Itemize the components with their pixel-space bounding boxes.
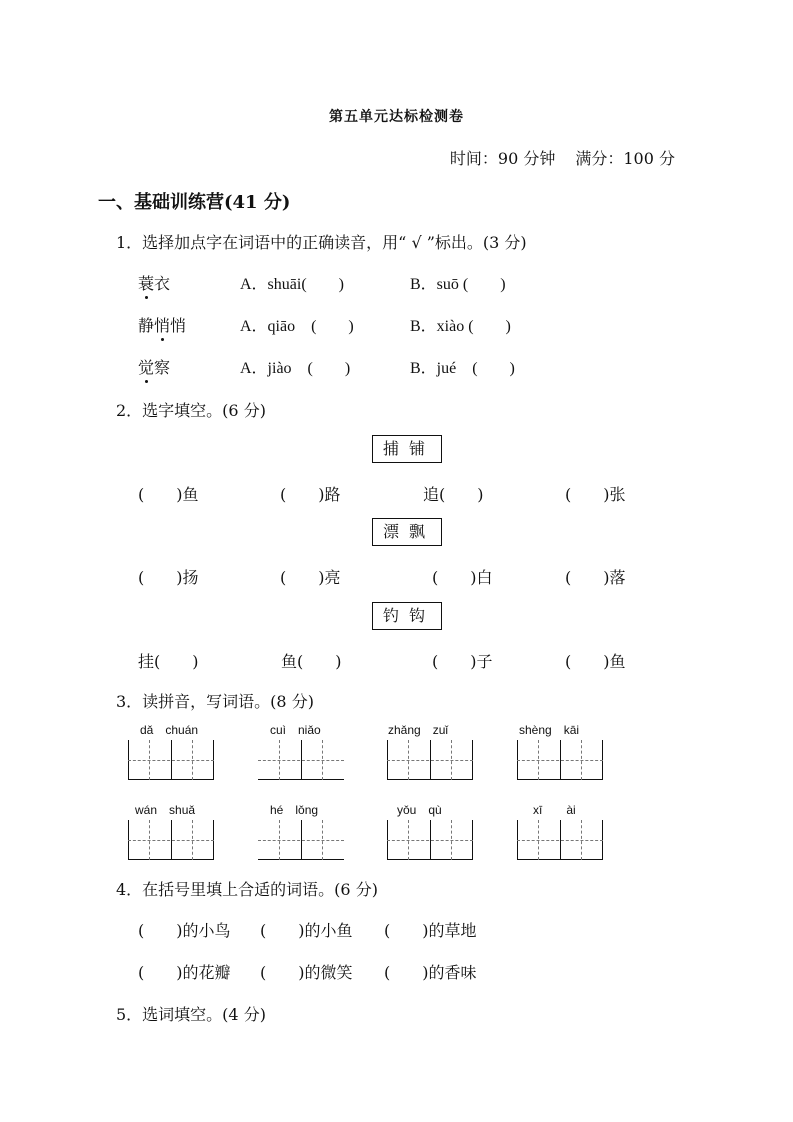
- writing-grid[interactable]: [387, 740, 473, 780]
- fill-blank[interactable]: 鱼( ): [281, 652, 342, 671]
- dotted-char: 悄: [154, 313, 170, 336]
- choice-box: 钓钩: [372, 602, 442, 630]
- fill-blank[interactable]: ( )的小鱼: [260, 921, 353, 940]
- pinyin-label: zhǎng zuǐ: [388, 723, 449, 737]
- writing-grid[interactable]: [387, 820, 473, 860]
- question-2-prompt: 2．选字填空。(6 分): [116, 401, 266, 420]
- fill-blank[interactable]: ( )的微笑: [260, 963, 353, 982]
- choice-box: 漂飘: [372, 518, 442, 546]
- fill-blank[interactable]: 挂( ): [138, 652, 199, 671]
- pinyin-label: wán shuǎ: [135, 803, 196, 817]
- exam-info: [450, 146, 675, 169]
- fill-blank[interactable]: ( )鱼: [565, 652, 626, 671]
- fill-blank[interactable]: ( )白: [432, 568, 493, 587]
- q1-word-1: 蓑衣: [138, 271, 170, 294]
- writing-grid[interactable]: [258, 820, 344, 860]
- q1-word-2: 静悄悄: [138, 313, 186, 336]
- writing-grid[interactable]: [517, 820, 603, 860]
- q1-option-a[interactable]: A．shuāi( ): [240, 276, 344, 293]
- exam-score: 满分：100 分: [575, 149, 675, 168]
- pinyin-label: hé lǒng: [270, 803, 319, 817]
- fill-blank[interactable]: ( )落: [565, 568, 626, 587]
- question-1-prompt: 1．选择加点字在词语中的正确读音，用“ √ ”标出。(3 分): [116, 233, 527, 252]
- fill-blank[interactable]: ( )的草地: [384, 921, 477, 940]
- q1-option-b[interactable]: B．jué ( ): [410, 360, 515, 377]
- q1-word-3: 觉察: [138, 355, 170, 378]
- question-4-prompt: 4．在括号里填上合适的词语。(6 分): [116, 880, 378, 899]
- question-5-prompt: 5．选词填空。(4 分): [116, 1005, 266, 1024]
- dotted-char: 蓑: [138, 271, 154, 294]
- pinyin-label: yǒu qù: [397, 803, 442, 817]
- q1-option-a[interactable]: A．jiào ( ): [240, 360, 351, 377]
- dotted-char: 觉: [138, 355, 154, 378]
- fill-blank[interactable]: ( )的香味: [384, 963, 477, 982]
- question-3-prompt: 3．读拼音，写词语。(8 分): [116, 692, 314, 711]
- choice-box: 捕铺: [372, 435, 442, 463]
- writing-grid[interactable]: [258, 740, 344, 780]
- fill-blank[interactable]: ( )的小鸟: [138, 921, 231, 940]
- fill-blank[interactable]: ( )子: [432, 652, 493, 671]
- pinyin-label: dǎ chuán: [140, 723, 199, 737]
- fill-blank[interactable]: ( )亮: [280, 568, 341, 587]
- q1-option-b[interactable]: B．suō ( ): [410, 276, 506, 293]
- fill-blank[interactable]: ( )鱼: [138, 485, 199, 504]
- writing-grid[interactable]: [128, 740, 214, 780]
- fill-blank[interactable]: 追( ): [423, 485, 484, 504]
- page-title: 第五单元达标检测卷: [329, 109, 464, 125]
- fill-blank[interactable]: ( )扬: [138, 568, 199, 587]
- fill-blank[interactable]: ( )路: [280, 485, 341, 504]
- fill-blank[interactable]: ( )的花瓣: [138, 963, 231, 982]
- pinyin-label: cuì niǎo: [270, 723, 321, 737]
- q1-option-a[interactable]: A．qiāo ( ): [240, 318, 354, 335]
- pinyin-label: xī ài: [533, 803, 576, 817]
- fill-blank[interactable]: ( )张: [565, 485, 626, 504]
- pinyin-label: shèng kāi: [519, 723, 580, 737]
- exam-time: 时间：90 分钟: [449, 149, 556, 168]
- q1-option-b[interactable]: B．xiào ( ): [410, 318, 511, 335]
- writing-grid[interactable]: [517, 740, 603, 780]
- section-title: 一、基础训练营(41 分): [98, 192, 291, 213]
- writing-grid[interactable]: [128, 820, 214, 860]
